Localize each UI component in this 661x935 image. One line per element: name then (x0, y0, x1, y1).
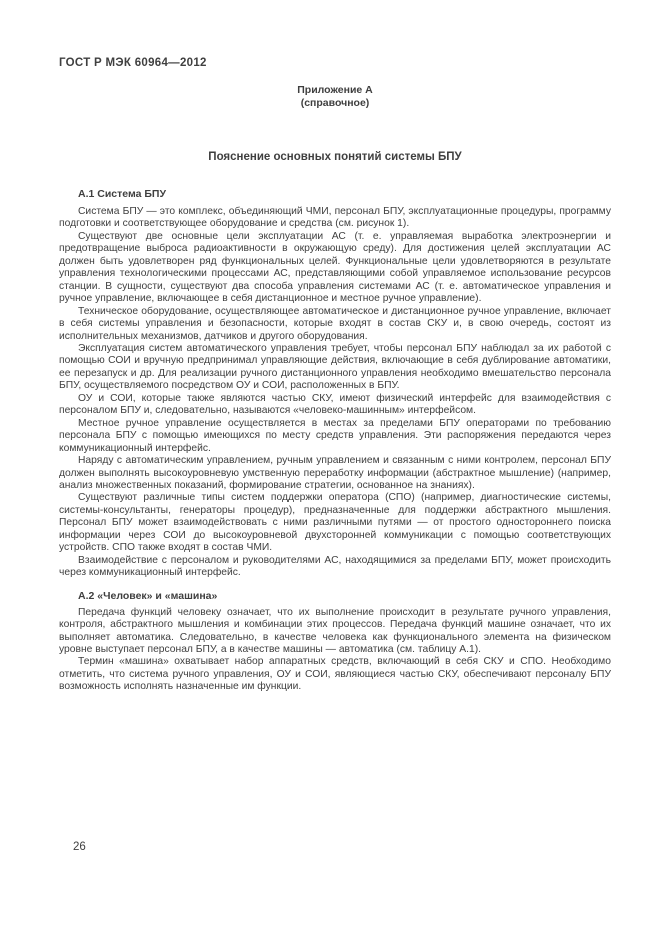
appendix-type: (справочное) (300, 97, 370, 109)
paragraph: Существуют две основные цели эксплуатации АС (т. е. управляемая выработка электроэнергии и предотвращение выброса радиоактивности в окружающую среду). Для достижения целей эксплуатации АС должен быть удовлетворен ряд функциональных целей. Функциональные цели удовлетворяются в результате управления технологическими процессами АС, представляющими собой управляемое использование ресурсов станции. В сущности, существуют два способа управления системами АС (т. е. автоматическое управления и ручное управление, включающее в себя дистанционное и местное ручное управление). (59, 230, 611, 305)
paragraph: Наряду с автоматическим управлением, ручным управлением и связанным с ними контролем, персонал БПУ должен выполнять высокоуровневую умственную переработку информации (абстрактное мышление) (например, анализ множественных показаний, формирование стратегии, основанное на знаниях). (59, 455, 611, 491)
section-heading-a1: А.1 Система БПУ (78, 188, 166, 200)
document-number: ГОСТ Р МЭК 60964—2012 (59, 57, 207, 69)
paragraph: Система БПУ — это комплекс, объединяющий ЧМИ, персонал БПУ, эксплуатационные процедуры, программу подготовки и соответствующее оборудование и средства (см. рисунок 1). (59, 206, 611, 230)
page-content (59, 57, 611, 694)
paragraph: Взаимодействие с персоналом и руководителями АС, находящимися за пределами БПУ, может происходить через коммуникационный интерфейс. (59, 554, 611, 579)
paragraph: Передача функций человеку означает, что их выполнение происходит в результате ручного управления, контроля, абстрактного мышления и комбинации этих процессов. Передача функций машине означает, что их выполняет автоматика. Следовательно, в качестве человека как функционального элемента на физическом уровне выступает персонал БПУ, а в качестве машины — автоматика (см. таблицу А.1). (59, 606, 611, 655)
paragraph: Техническое оборудование, осуществляющее автоматическое и дистанционное ручное управление, включает в себя системы управления и безопасности, которые входят в состав СКУ и, в свою очередь, состоят из исполнительных механизмов, датчиков и другого оборудования. (59, 305, 611, 342)
paragraph: ОУ и СОИ, которые также являются частью СКУ, имеют физический интерфейс для взаимодействия с персоналом БПУ и, следовательно, называются «человеко-машинным» интерфейсом. (59, 392, 611, 417)
paragraph: Существуют различные типы систем поддержки оператора (СПО) (например, диагностические системы, системы-консультанты, генераторы процедур), предназначенные для поддержки абстрактного мышления. Персонал БПУ может взаимодействовать с ними различными путями — от простого одностороннего поиска информации через СОИ до высокоуровневой двухсторонней коммуникации с помощью соответствующих устройств. СПО также входят в состав ЧМИ. (59, 492, 611, 554)
paragraph: Эксплуатация систем автоматического управления требует, чтобы персонал БПУ наблюдал за их работой с помощью СОИ и вручную предпринимал управляющие действия, включающие в себя дублирование автоматики, ее перезапуск и др. Для реализации ручного дистанционного управления необходимо вмешательство персонала БПУ, осуществляемого посредством ОУ и СОИ, расположенных в БПУ. (59, 342, 611, 392)
page-title: Пояснение основных понятий системы БПУ (208, 151, 462, 163)
section-a2 (59, 590, 611, 694)
page-number: 26 (73, 841, 86, 853)
appendix-label: Приложение А (297, 84, 373, 96)
paragraph: Термин «машина» охватывает набор аппаратных средств, включающий в себя СКУ и СПО. Необходимо отметить, что система ручного управления, ОУ и СОИ, являющиеся частью СКУ, обеспечивают персоналу БПУ возможность исполнять назначенные им функции. (59, 656, 611, 693)
paragraph: Местное ручное управление осуществляется в местах за пределами БПУ операторами по требованию персонала БПУ с помощью имеющихся по месту средств управления. Эти распоряжения передаются через коммуникационный интерфейс. (59, 417, 611, 454)
section-a1 (59, 188, 611, 580)
section-heading-a2: А.2 «Человек» и «машина» (78, 589, 218, 602)
appendix-block (59, 84, 611, 110)
